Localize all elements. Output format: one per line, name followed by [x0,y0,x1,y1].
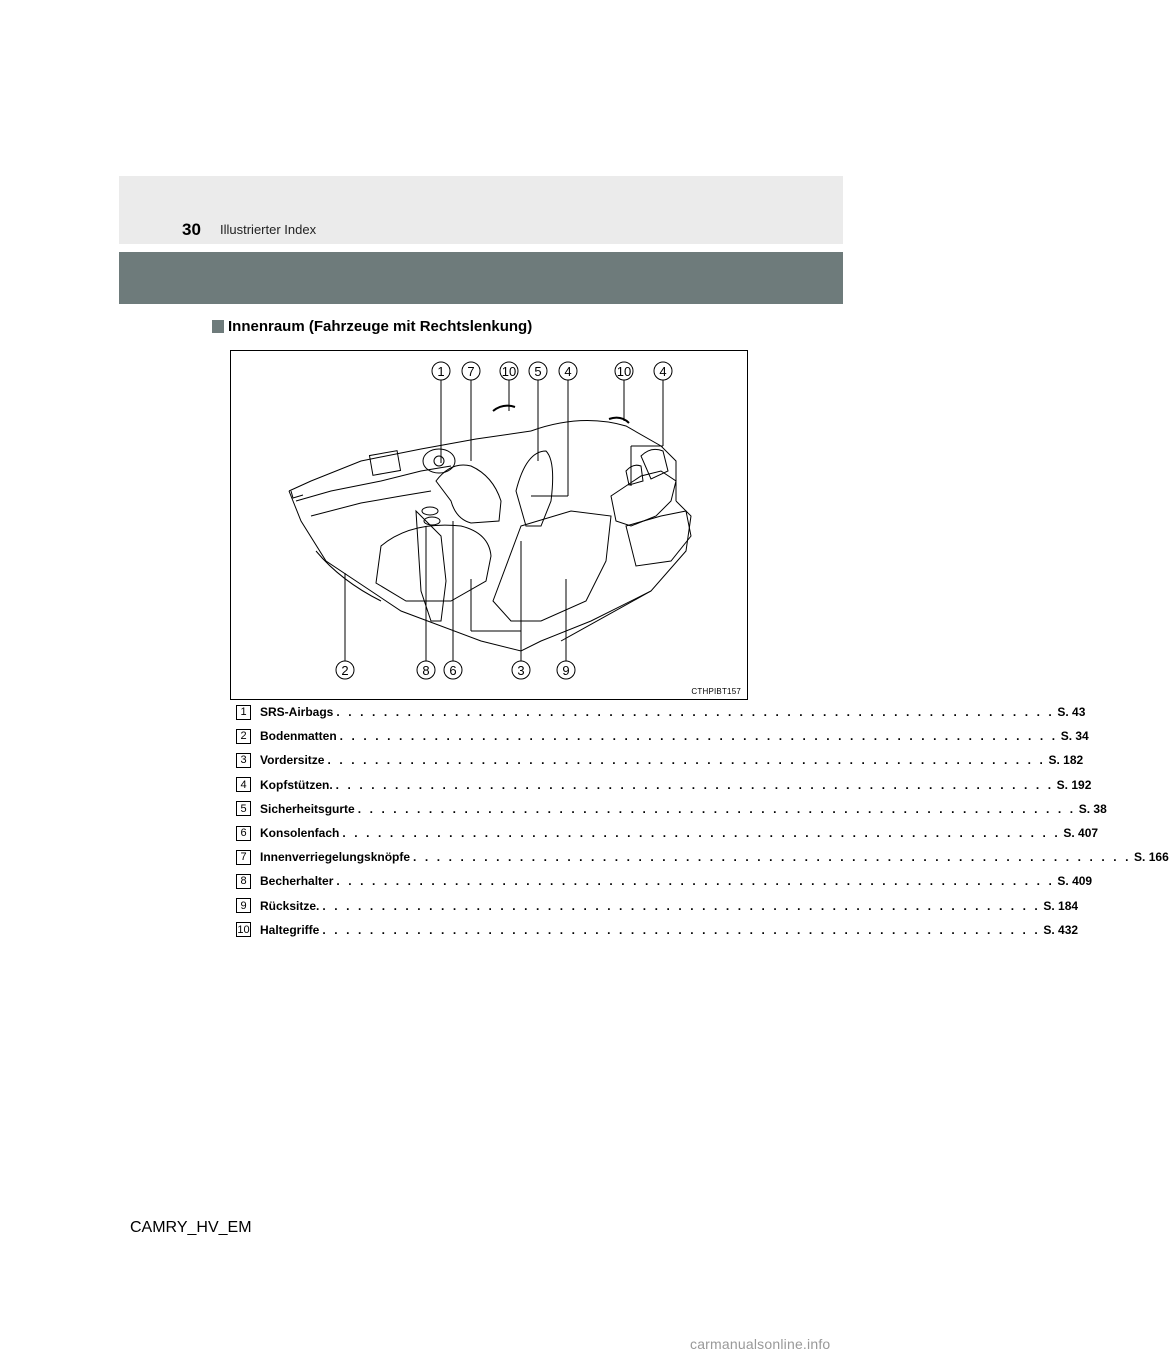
callout-bottom-1: 2 [341,663,349,678]
item-label: Rücksitze. [260,898,320,913]
figure-code: CTHPIBT157 [691,687,741,696]
watermark[interactable]: carmanualsonline.info [690,1336,831,1352]
callout-bottom-2: 8 [422,663,430,678]
item-label: Innenverriegelungsknöpfe [260,850,411,865]
item-number: 3 [236,753,251,768]
item-number: 5 [236,801,251,816]
list-item [236,724,1089,748]
car-interior-illustration [231,351,749,701]
item-label: Kopfstützen. [260,777,333,792]
document-code: CAMRY_HV_EM [130,1219,252,1236]
interior-figure [230,350,748,700]
callout-bottom-4: 3 [517,663,525,678]
dot-leader: . . . . . . . . . . . . . . . . . . . . . . . . . . . . . . . . . . . . . . . . . . . . . . . . . . . . . . . . . . . . . [335,777,1054,792]
dot-leader: . . . . . . . . . . . . . . . . . . . . . . . . . . . . . . . . . . . . . . . . . . . . . . . . . . . . . . . . . . . . . [322,898,1041,913]
list-item [236,918,1079,942]
dot-leader: . . . . . . . . . . . . . . . . . . . . . . . . . . . . . . . . . . . . . . . . . . . . . . . . . . . . . . . . . . . . . [322,922,1041,937]
dot-leader: . . . . . . . . . . . . . . . . . . . . . . . . . . . . . . . . . . . . . . . . . . . . . . . . . . . . . . . . . . . . . [339,729,1058,744]
item-label: Becherhalter [260,874,334,889]
item-number: 8 [236,874,251,889]
callout-top-4: 5 [534,364,542,379]
item-number: 6 [236,826,251,841]
item-page-ref[interactable]: S. 38 [1078,801,1107,816]
list-item [236,773,1092,797]
item-number: 7 [236,850,251,865]
list-item [236,845,1169,869]
item-number: 2 [236,729,251,744]
list-item [236,821,1099,845]
heading-text: Innenraum (Fahrzeuge mit Rechtslenkung) [228,318,533,335]
item-number: 4 [236,777,251,792]
item-page-ref[interactable]: S. 192 [1056,777,1092,792]
dot-leader: . . . . . . . . . . . . . . . . . . . . . . . . . . . . . . . . . . . . . . . . . . . . . . . . . . . . . . . . . . . . . [413,850,1132,865]
item-page-ref[interactable]: S. 166 [1134,850,1169,865]
callout-top-1: 1 [437,364,445,379]
dot-leader: . . . . . . . . . . . . . . . . . . . . . . . . . . . . . . . . . . . . . . . . . . . . . . . . . . . . . . . . . . . . . [357,801,1076,816]
item-number: 10 [237,923,250,936]
section-heading [212,318,532,335]
item-label: Bodenmatten [260,729,337,744]
dot-leader: . . . . . . . . . . . . . . . . . . . . . . . . . . . . . . . . . . . . . . . . . . . . . . . . . . . . . . . . . . . . . [336,874,1055,889]
item-label: SRS-Airbags [260,705,334,720]
list-item [236,894,1079,918]
item-label: Konsolenfach [260,826,340,841]
callout-top-3: 10 [501,364,517,379]
callout-top-7: 4 [659,364,667,379]
item-label: Vordersitze [260,753,325,768]
list-item [236,700,1086,724]
list-item [236,797,1107,821]
item-page-ref[interactable]: S. 34 [1060,729,1089,744]
item-page-ref[interactable]: S. 407 [1063,826,1099,841]
item-label: Haltegriffe [260,922,320,937]
item-page-ref[interactable]: S. 182 [1048,753,1084,768]
chapter-bar [119,252,843,304]
callout-top-2: 7 [467,364,475,379]
list-item [236,869,1093,893]
heading-square-icon [212,320,224,333]
dot-leader: . . . . . . . . . . . . . . . . . . . . . . . . . . . . . . . . . . . . . . . . . . . . . . . . . . . . . . . . . . . . . [336,705,1055,720]
item-label: Sicherheitsgurte [260,801,355,816]
callout-bottom-5: 9 [562,663,570,678]
callouts-bottom [336,661,575,679]
callouts-top [432,362,672,380]
callout-top-6: 10 [616,364,632,379]
section-title: Illustrierter Index [220,222,317,237]
page-number: 30 [182,220,201,239]
item-page-ref[interactable]: S. 409 [1057,874,1093,889]
item-page-ref[interactable]: S. 432 [1043,922,1079,937]
item-number: 1 [236,705,251,720]
dot-leader: . . . . . . . . . . . . . . . . . . . . . . . . . . . . . . . . . . . . . . . . . . . . . . . . . . . . . . . . . . . . . [342,826,1061,841]
item-page-ref[interactable]: S. 184 [1043,898,1079,913]
item-page-ref[interactable]: S. 43 [1057,705,1086,720]
callout-top-5: 4 [564,364,572,379]
list-item [236,748,1084,772]
callout-bottom-3: 6 [449,663,457,678]
item-number: 9 [236,898,251,913]
dot-leader: . . . . . . . . . . . . . . . . . . . . . . . . . . . . . . . . . . . . . . . . . . . . . . . . . . . . . . . . . . . . . [327,753,1046,768]
index-list [236,700,1169,942]
